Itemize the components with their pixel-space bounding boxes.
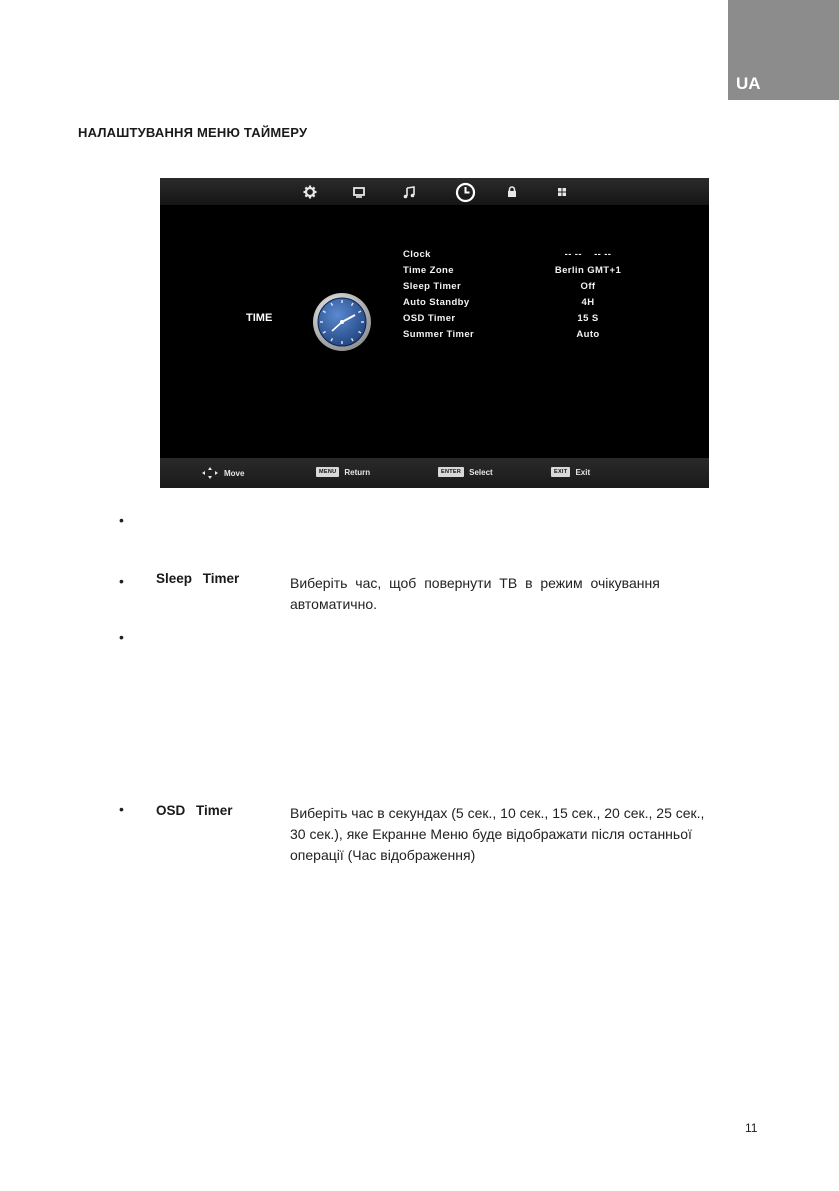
osd-timer-description [290,803,750,866]
clock-icon [455,182,476,203]
footer-select [438,467,493,477]
menu-item-value: Off [580,281,596,292]
bullet-sleep-timer: • [119,573,124,589]
menu-item-value: 4H [581,297,595,308]
sleep-timer-line-2: автоматично. [290,596,377,612]
osd-section-label: TIME [246,312,273,324]
osd-timer-line-2: 30 сек.), яке Екранне Меню буде відображати після останньої [290,826,692,842]
menu-item-value: 15 S [577,313,599,324]
bullet-empty-1: • [119,512,124,528]
menu-item-label: OSD Timer [403,313,456,324]
gear-icon [302,184,318,200]
footer-return-label: Return [344,467,371,477]
sleep-timer-line-1: Виберіть час, щоб повернути ТВ в режим очікування [290,575,660,591]
menu-key-badge: MENU [316,467,339,477]
language-code: UA [736,74,761,93]
menu-item-label: Clock [403,249,431,260]
footer-move [202,467,244,479]
menu-item-value: -- -- -- -- [564,249,612,260]
osd-timer-line-3: операції (Час відображення) [290,847,476,863]
clock-face-icon [312,292,372,352]
menu-item-label: Summer Timer [403,329,475,340]
monitor-icon [351,184,367,200]
menu-item-label: Sleep Timer [403,281,462,292]
page-number: 11 [745,1121,758,1135]
bullet-osd-timer: • [119,801,124,817]
menu-item-value: Auto [576,329,600,340]
sleep-timer-term: Sleep Timer [156,571,240,586]
enter-key-badge: ENTER [438,467,464,477]
osd-tab-bar [160,178,709,205]
menu-item-label: Time Zone [403,265,454,276]
footer-return [316,467,370,477]
exit-key-badge: EXIT [551,467,570,477]
lock-icon [504,184,520,200]
sleep-timer-description [290,573,750,615]
osd-timer-term: OSD Timer [156,803,233,818]
menu-row-summer-timer[interactable] [403,329,643,345]
music-note-icon [401,184,417,200]
language-tab [728,0,839,100]
arrow-keys-icon [202,467,218,479]
footer-select-label: Select [469,467,493,477]
grid-icon [554,184,570,200]
menu-row-sleep-timer[interactable] [403,281,643,297]
tv-osd-screenshot [160,178,709,488]
footer-move-label: Move [224,468,245,478]
menu-item-label: Auto Standby [403,297,470,308]
menu-row-clock[interactable] [403,249,643,265]
menu-row-auto-standby[interactable] [403,297,643,313]
footer-exit-label: Exit [575,467,591,477]
osd-timer-line-1: Виберіть час в секундах (5 сек., 10 сек., 15 сек., 20 сек., 25 сек., [290,805,705,821]
footer-exit [551,467,590,477]
osd-menu-list [403,249,643,345]
menu-item-value: Berlin GMT+1 [554,265,622,276]
menu-row-time-zone[interactable] [403,265,643,281]
bullet-empty-2: • [119,629,124,645]
menu-row-osd-timer[interactable] [403,313,643,329]
page-heading: НАЛАШТУВАННЯ МЕНЮ ТАЙМЕРУ [78,125,308,140]
osd-footer [160,458,709,488]
